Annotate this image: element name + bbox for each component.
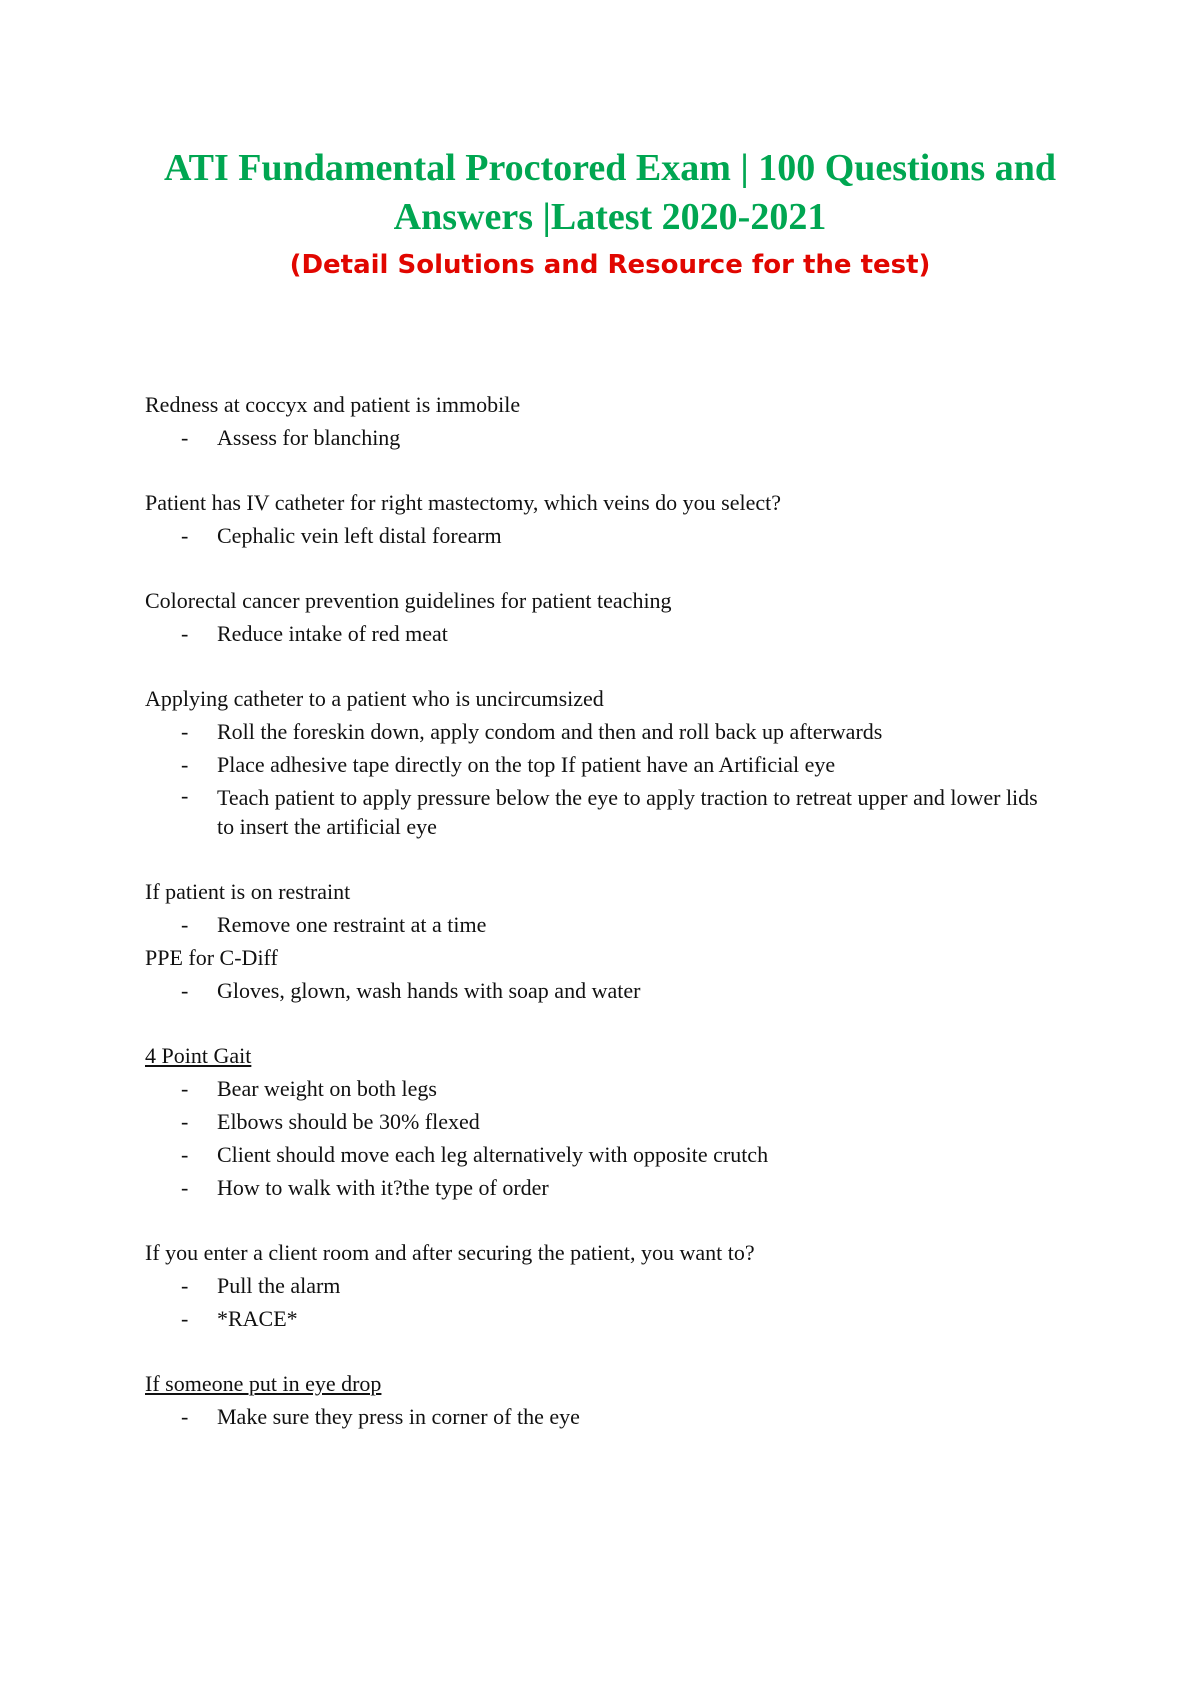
answer-text: Place adhesive tape directly on the top If patient have an Artificial eye xyxy=(217,752,836,777)
answer-item xyxy=(145,1138,1045,1171)
qa-section xyxy=(145,941,1045,1007)
qa-section xyxy=(145,875,1045,941)
answer-item xyxy=(145,908,1045,941)
question-text: Patient has IV catheter for right mastectomy, which veins do you select? xyxy=(145,490,781,515)
bullet-dash: - xyxy=(181,752,189,777)
answer-item xyxy=(145,519,1045,552)
answer-item xyxy=(145,1400,1045,1433)
bullet-dash: - xyxy=(181,783,189,808)
answer-text: Make sure they press in corner of the eye xyxy=(217,1404,580,1429)
bullet-dash: - xyxy=(181,1109,189,1134)
document-body xyxy=(145,388,1045,1465)
answer-item xyxy=(145,1072,1045,1105)
qa-section xyxy=(145,584,1045,650)
qa-section xyxy=(145,1039,1045,1204)
bullet-dash: - xyxy=(181,1273,189,1298)
bullet-dash: - xyxy=(181,621,189,646)
answer-item xyxy=(145,421,1045,454)
section-heading: 4 Point Gait xyxy=(145,1043,252,1068)
bullet-dash: - xyxy=(181,1306,189,1331)
bullet-dash: - xyxy=(181,1076,189,1101)
answer-text: Cephalic vein left distal forearm xyxy=(217,523,502,548)
answer-item xyxy=(145,1302,1045,1335)
answer-item xyxy=(145,974,1045,1007)
qa-section xyxy=(145,682,1045,843)
answer-text: Teach patient to apply pressure below the eye to apply traction to retreat upper and lower lids to insert the artificial eye xyxy=(217,785,1038,839)
answer-text: Elbows should be 30% flexed xyxy=(217,1109,480,1134)
answer-text: Assess for blanching xyxy=(217,425,401,450)
answer-item xyxy=(145,1105,1045,1138)
bullet-dash: - xyxy=(181,719,189,744)
bullet-dash: - xyxy=(181,978,189,1003)
bullet-dash: - xyxy=(181,425,189,450)
qa-section xyxy=(145,388,1045,454)
answer-item xyxy=(145,1171,1045,1204)
document-title: ATI Fundamental Proctored Exam | 100 Questions and Answers |Latest 2020-2021 xyxy=(164,147,1056,238)
answer-item xyxy=(145,617,1045,650)
answer-text: Reduce intake of red meat xyxy=(217,621,448,646)
answer-item xyxy=(145,715,1045,748)
answer-text: Gloves, glown, wash hands with soap and water xyxy=(217,978,641,1003)
answer-item xyxy=(145,748,1045,781)
question-text: PPE for C-Diff xyxy=(145,945,278,970)
answer-item xyxy=(145,781,1045,843)
answer-item xyxy=(145,1269,1045,1302)
question-text: If you enter a client room and after securing the patient, you want to? xyxy=(145,1240,755,1265)
answer-text: Remove one restraint at a time xyxy=(217,912,487,937)
answer-text: How to walk with it?the type of order xyxy=(217,1175,549,1200)
qa-section xyxy=(145,486,1045,552)
question-text: If patient is on restraint xyxy=(145,879,351,904)
answer-text: Roll the foreskin down, apply condom and then and roll back up afterwards xyxy=(217,719,883,744)
bullet-dash: - xyxy=(181,1142,189,1167)
question-text: Colorectal cancer prevention guidelines for patient teaching xyxy=(145,588,672,613)
bullet-dash: - xyxy=(181,523,189,548)
answer-text: Bear weight on both legs xyxy=(217,1076,437,1101)
bullet-dash: - xyxy=(181,1175,189,1200)
answer-text: Pull the alarm xyxy=(217,1273,341,1298)
qa-section xyxy=(145,1367,1045,1433)
answer-text: *RACE* xyxy=(217,1306,298,1331)
question-text: Applying catheter to a patient who is uncircumsized xyxy=(145,686,604,711)
answer-text: Client should move each leg alternatively with opposite crutch xyxy=(217,1142,769,1167)
section-heading: If someone put in eye drop xyxy=(145,1371,382,1396)
document-subtitle: (Detail Solutions and Resource for the test) xyxy=(289,250,931,280)
qa-section xyxy=(145,1236,1045,1335)
bullet-dash: - xyxy=(181,912,189,937)
question-text: Redness at coccyx and patient is immobile xyxy=(145,392,521,417)
bullet-dash: - xyxy=(181,1404,189,1429)
